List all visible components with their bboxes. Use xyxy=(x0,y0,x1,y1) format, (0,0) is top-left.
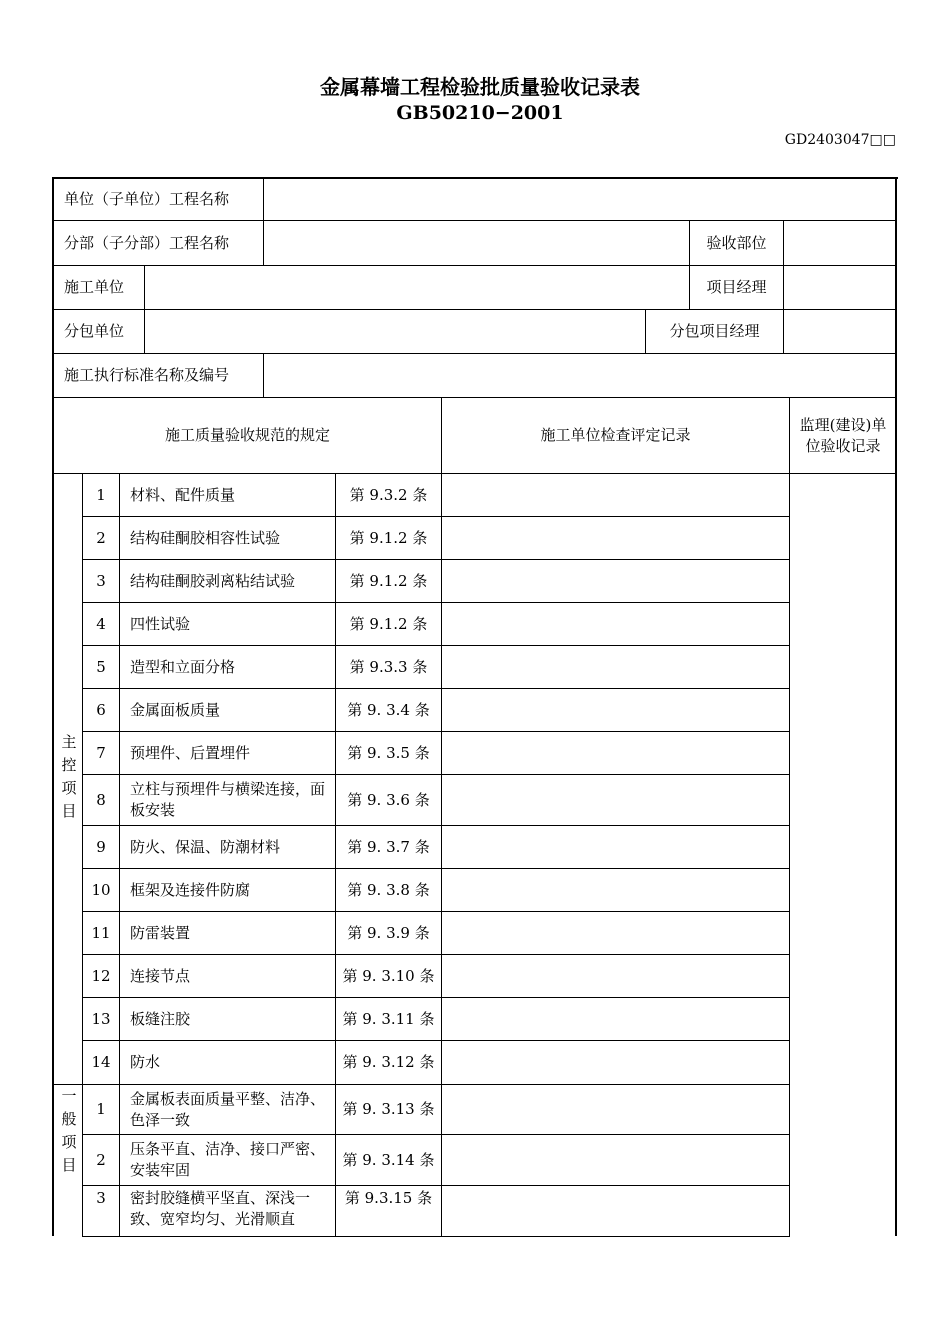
item-name: 压条平直、洁净、接口严密、安装牢固 xyxy=(130,1140,326,1179)
item-number: 3 xyxy=(96,571,106,590)
sub-project-field[interactable] xyxy=(264,221,689,265)
construction-unit-field[interactable] xyxy=(145,266,689,309)
item-clause: 第 9. 3.11 条 xyxy=(342,1009,435,1028)
label-unit-project: 单位（子单位）工程名称 xyxy=(64,189,230,208)
item-name: 金属面板质量 xyxy=(130,700,221,719)
record-field[interactable] xyxy=(442,826,789,868)
item-number: 11 xyxy=(91,923,111,942)
record-field[interactable] xyxy=(442,955,789,997)
record-field[interactable] xyxy=(442,689,789,731)
item-clause: 第 9. 3.5 条 xyxy=(347,743,430,762)
item-number: 6 xyxy=(96,700,106,719)
item-name: 预埋件、后置埋件 xyxy=(130,743,251,762)
unit-project-field[interactable] xyxy=(264,178,895,220)
item-clause: 第 9. 3.12 条 xyxy=(342,1053,435,1071)
item-name: 框架及连接件防腐 xyxy=(130,880,251,899)
record-field[interactable] xyxy=(442,1085,789,1134)
record-field[interactable] xyxy=(442,775,789,825)
label-project-manager: 项目经理 xyxy=(706,278,767,296)
record-field[interactable] xyxy=(442,869,789,911)
supervision-record-field[interactable] xyxy=(790,474,895,1236)
record-field[interactable] xyxy=(442,732,789,774)
item-name: 连接节点 xyxy=(130,966,191,985)
column-supervision-header: 监理(建设)单位验收记录 xyxy=(799,415,887,455)
item-name: 结构硅酮胶相容性试验 xyxy=(130,528,281,547)
record-field[interactable] xyxy=(442,603,789,645)
item-number: 7 xyxy=(96,743,106,762)
item-number: 8 xyxy=(96,790,106,809)
sub-project-manager-field[interactable] xyxy=(784,310,895,353)
label-sub-project: 分部（子分部）工程名称 xyxy=(64,233,230,252)
item-name: 材料、配件质量 xyxy=(130,485,236,504)
item-clause: 第 9.1.2 条 xyxy=(349,528,428,547)
record-field[interactable] xyxy=(442,1135,789,1185)
item-clause: 第 9. 3.6 条 xyxy=(347,790,430,809)
item-number: 14 xyxy=(91,1053,111,1071)
item-clause: 第 9.1.2 条 xyxy=(349,571,428,590)
column-record-header: 施工单位检查评定记录 xyxy=(540,426,691,444)
item-name: 四性试验 xyxy=(130,614,191,633)
item-clause: 第 9.3.15 条 xyxy=(344,1189,433,1207)
item-number: 5 xyxy=(96,657,106,676)
label-sub-project-manager: 分包项目经理 xyxy=(669,322,760,340)
item-clause: 第 9.3.2 条 xyxy=(349,485,428,504)
record-field[interactable] xyxy=(442,517,789,559)
label-standard-name: 施工执行标准名称及编号 xyxy=(64,366,230,384)
item-name: 结构硅酮胶剥离粘结试验 xyxy=(130,571,296,590)
item-number: 1 xyxy=(96,485,106,504)
item-clause: 第 9. 3.4 条 xyxy=(347,700,430,719)
subcontract-unit-field[interactable] xyxy=(145,310,645,353)
item-clause: 第 9.3.3 条 xyxy=(349,657,428,676)
document-number: GD2403047□□ xyxy=(784,132,896,148)
record-field[interactable] xyxy=(442,560,789,602)
record-field[interactable] xyxy=(442,1041,789,1084)
standard-name-field[interactable] xyxy=(264,354,895,397)
item-number: 13 xyxy=(91,1009,111,1028)
item-clause: 第 9. 3.7 条 xyxy=(347,837,430,856)
item-number: 1 xyxy=(96,1100,106,1118)
label-acceptance-part: 验收部位 xyxy=(706,233,767,252)
main-control-label: 主控项目 xyxy=(61,733,77,820)
record-field[interactable] xyxy=(442,474,789,516)
item-clause: 第 9. 3.14 条 xyxy=(342,1150,435,1169)
item-number: 10 xyxy=(91,880,111,899)
item-clause: 第 9. 3.10 条 xyxy=(342,966,435,985)
item-clause: 第 9. 3.13 条 xyxy=(342,1100,435,1118)
item-name: 造型和立面分格 xyxy=(130,657,236,676)
item-name: 立柱与预埋件与横梁连接，面板安装 xyxy=(130,780,326,819)
item-name: 防雷装置 xyxy=(130,923,191,942)
item-number: 12 xyxy=(91,966,111,985)
item-name: 板缝注胶 xyxy=(130,1009,191,1028)
item-clause: 第 9. 3.8 条 xyxy=(347,880,430,899)
item-name: 金属板表面质量平整、洁净、色泽一致 xyxy=(130,1089,326,1129)
item-name: 防火、保温、防潮材料 xyxy=(130,837,281,856)
item-clause: 第 9.1.2 条 xyxy=(349,614,428,633)
column-spec-header: 施工质量验收规范的规定 xyxy=(164,426,330,444)
general-items-label: 一般项目 xyxy=(61,1087,77,1174)
form-title: 金属幕墙工程检验批质量验收记录表 xyxy=(320,75,640,99)
item-number: 2 xyxy=(96,528,106,547)
item-number: 3 xyxy=(96,1189,106,1207)
item-clause: 第 9. 3.9 条 xyxy=(347,923,430,942)
item-number: 9 xyxy=(96,837,106,856)
item-name: 密封胶缝横平坚直、深浅一致、宽窄均匀、光滑顺直 xyxy=(130,1189,311,1228)
record-field[interactable] xyxy=(442,1186,789,1236)
record-field[interactable] xyxy=(442,912,789,954)
item-number: 4 xyxy=(96,614,106,633)
label-construction-unit: 施工单位 xyxy=(64,278,125,296)
project-manager-field[interactable] xyxy=(784,266,895,309)
acceptance-part-field[interactable] xyxy=(784,221,895,265)
item-name: 防水 xyxy=(130,1053,161,1071)
record-field[interactable] xyxy=(442,998,789,1040)
label-subcontract-unit: 分包单位 xyxy=(64,322,125,340)
standard-code: GB50210−2001 xyxy=(396,102,564,124)
item-number: 2 xyxy=(96,1150,106,1169)
record-field[interactable] xyxy=(442,646,789,688)
